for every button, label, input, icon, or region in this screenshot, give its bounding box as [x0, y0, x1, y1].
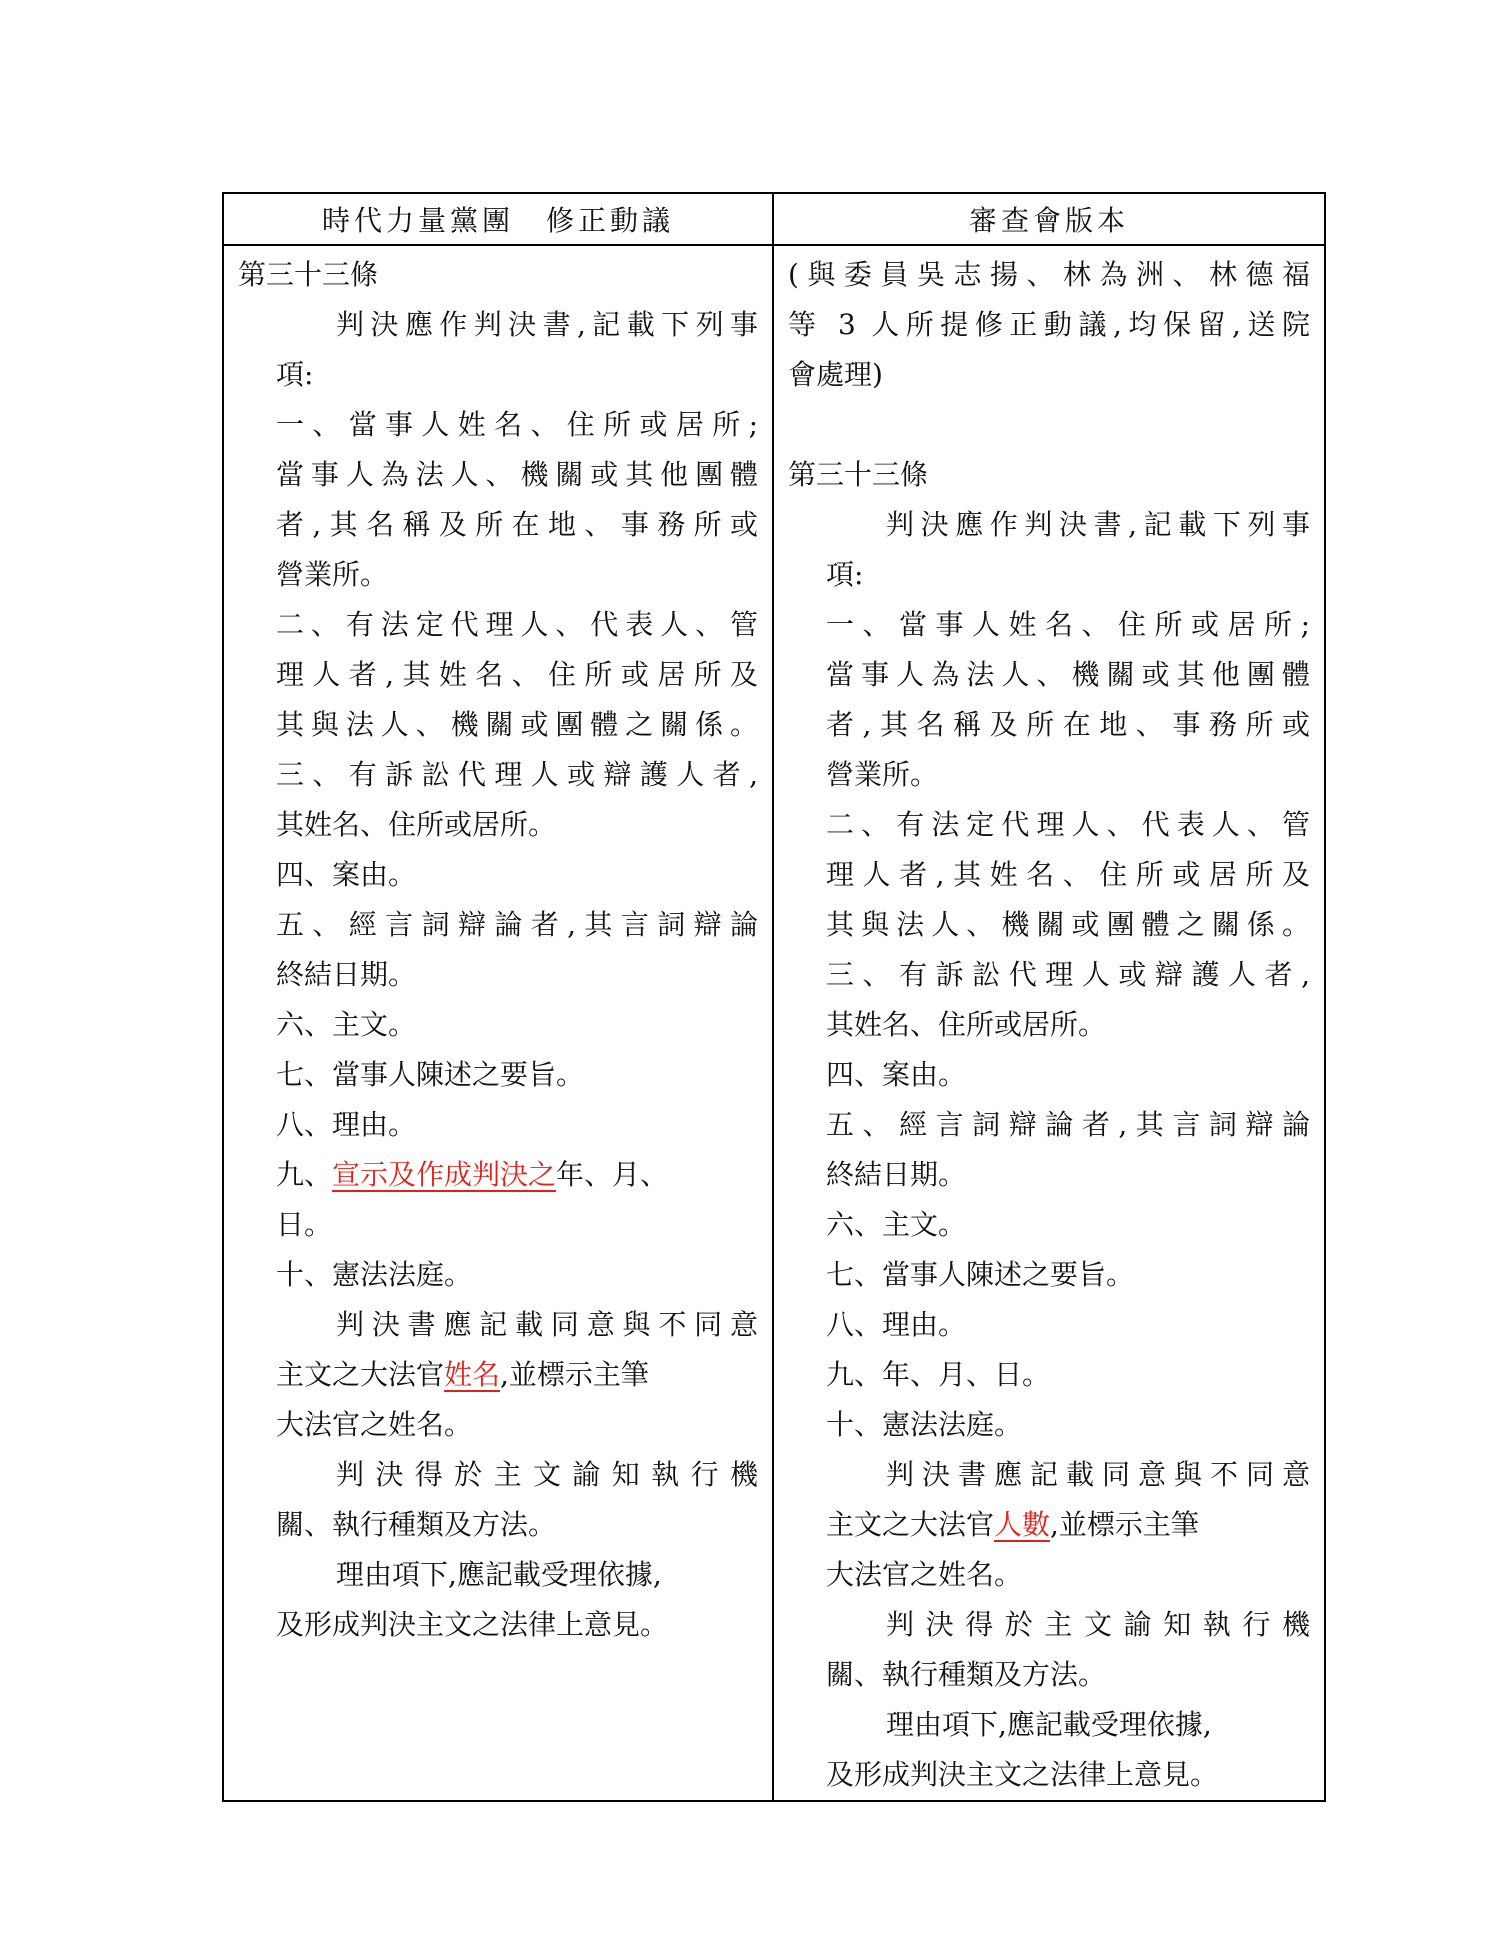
item-7: 七、當事人陳述之要旨。 [276, 1058, 585, 1091]
item-2-cont: 其與法人、機關或團體之關係。 [826, 908, 1310, 941]
item-7: 七、當事人陳述之要旨。 [826, 1258, 1135, 1291]
paragraph-3-cont: 關、執行種類及方法。 [826, 1658, 1107, 1691]
item-5: 五、經言詞辯論者,其言詞辯論 [826, 1108, 1310, 1141]
item-9-suffix: 年、月、 [556, 1158, 669, 1191]
item-4: 四、案由。 [826, 1058, 967, 1091]
article-title: 第三十三條 [238, 258, 379, 291]
paragraph-2-cont: 大法官之姓名。 [276, 1408, 473, 1441]
paragraph-2-cont: 大法官之姓名。 [826, 1558, 1023, 1591]
table-header-row [223, 193, 1325, 245]
paragraph-4: 理由項下,應記載受理依據, [886, 1708, 1212, 1741]
paragraph-4-cont: 及形成判決主文之法律上意見。 [826, 1758, 1219, 1791]
item-9-cont: 日。 [276, 1208, 333, 1241]
item-2-cont: 理人者,其姓名、住所或居所及 [826, 858, 1310, 891]
item-1-cont: 營業所。 [276, 558, 389, 591]
item-2: 二、有法定代理人、代表人、管 [826, 808, 1310, 841]
amended-text: 姓名 [444, 1358, 501, 1391]
spacer [788, 400, 1310, 450]
article-intro: 判決應作判決書,記載下列事 [336, 308, 758, 341]
item-5-cont: 終結日期。 [276, 958, 417, 991]
amended-text: 宣示及作成判決之 [332, 1158, 557, 1191]
item-3-cont: 其姓名、住所或居所。 [276, 808, 557, 841]
item-3: 三、有訴訟代理人或辯護人者, [826, 958, 1310, 991]
item-1-cont: 當事人為法人、機關或其他團體 [276, 458, 758, 491]
table-body-row [223, 245, 1325, 1801]
item-1: 一、當事人姓名、住所或居所; [276, 408, 758, 441]
item-1: 一、當事人姓名、住所或居所; [826, 608, 1310, 641]
article-title: 第三十三條 [788, 458, 929, 491]
committee-note: (與委員吳志揚、林為洲、林德福 [788, 258, 1310, 291]
paragraph-3-cont: 關、執行種類及方法。 [276, 1508, 557, 1541]
paragraph-2-cont [788, 1500, 1310, 1550]
left-article [224, 246, 772, 1650]
amended-text: 人數 [994, 1508, 1051, 1541]
paragraph-2: 判決書應記載同意與不同意 [336, 1308, 758, 1341]
paragraph-2-cont [238, 1350, 758, 1400]
paragraph-2-suffix: ,並標示主筆 [1050, 1508, 1199, 1541]
item-2-cont: 理人者,其姓名、住所或居所及 [276, 658, 758, 691]
paragraph-2-prefix: 主文之大法官 [826, 1508, 995, 1541]
item-3: 三、有訴訟代理人或辯護人者, [276, 758, 758, 791]
article-intro-cont: 項: [826, 558, 864, 591]
item-1-cont: 者,其名稱及所在地、事務所或 [276, 508, 758, 541]
right-column [773, 245, 1325, 1801]
item-1-cont: 當事人為法人、機關或其他團體 [826, 658, 1310, 691]
committee-note-cont: 等 3 人所提修正動議,均保留,送院 [788, 308, 1310, 341]
item-9 [238, 1150, 758, 1200]
paragraph-2: 判決書應記載同意與不同意 [886, 1458, 1310, 1491]
header-left: 時代力量黨團 修正動議 [223, 193, 773, 245]
item-10: 十、憲法法庭。 [276, 1258, 473, 1291]
paragraph-3: 判決得於主文諭知執行機 [336, 1458, 758, 1491]
article-intro-cont: 項: [276, 358, 314, 391]
committee-note-cont: 會處理) [788, 358, 883, 391]
item-5-cont: 終結日期。 [826, 1158, 967, 1191]
comparison-table [222, 192, 1326, 1802]
paragraph-4-cont: 及形成判決主文之法律上意見。 [276, 1608, 669, 1641]
item-5: 五、經言詞辯論者,其言詞辯論 [276, 908, 758, 941]
left-column [223, 245, 773, 1801]
item-3-cont: 其姓名、住所或居所。 [826, 1008, 1107, 1041]
item-1-cont: 者,其名稱及所在地、事務所或 [826, 708, 1310, 741]
item-10: 十、憲法法庭。 [826, 1408, 1023, 1441]
paragraph-3: 判決得於主文諭知執行機 [886, 1608, 1310, 1641]
right-article [774, 246, 1324, 1800]
item-9-prefix: 九、 [276, 1158, 333, 1191]
article-intro: 判決應作判決書,記載下列事 [886, 508, 1310, 541]
paragraph-4: 理由項下,應記載受理依據, [336, 1558, 662, 1591]
item-6: 六、主文。 [276, 1008, 417, 1041]
header-right: 審查會版本 [773, 193, 1325, 245]
item-6: 六、主文。 [826, 1208, 967, 1241]
item-8: 八、理由。 [826, 1308, 967, 1341]
item-8: 八、理由。 [276, 1108, 417, 1141]
item-2-cont: 其與法人、機關或團體之關係。 [276, 708, 758, 741]
item-2: 二、有法定代理人、代表人、管 [276, 608, 758, 641]
item-1-cont: 營業所。 [826, 758, 939, 791]
item-9: 九、年、月、日。 [826, 1358, 1051, 1391]
paragraph-2-prefix: 主文之大法官 [276, 1358, 445, 1391]
paragraph-2-suffix: ,並標示主筆 [500, 1358, 649, 1391]
item-4: 四、案由。 [276, 858, 417, 891]
